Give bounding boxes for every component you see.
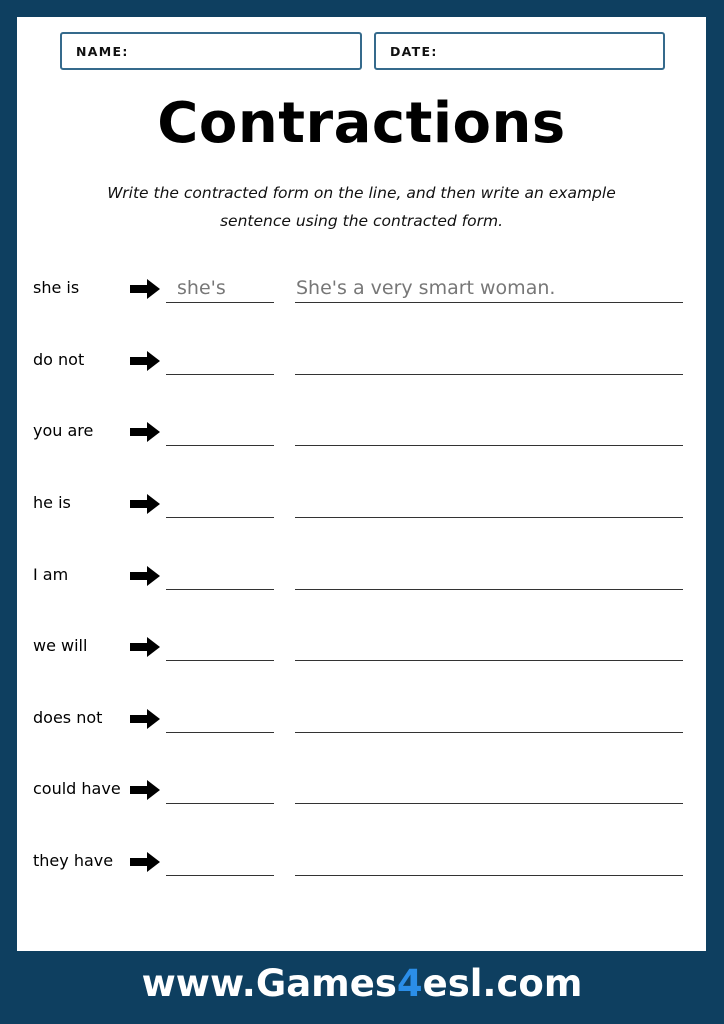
footer-url: [0, 962, 724, 1005]
worksheet-sheet: [17, 17, 706, 951]
right-arrow-icon: [130, 494, 160, 514]
right-arrow-icon: [130, 852, 160, 872]
contraction-answer-line[interactable]: [166, 517, 274, 518]
exercise-row: [17, 693, 706, 733]
instructions-line-2: sentence using the contracted form.: [219, 212, 504, 230]
exercise-row: [17, 335, 706, 375]
exercise-row: [17, 478, 706, 518]
phrase-label: do not: [33, 350, 85, 369]
contraction-answer-line[interactable]: [166, 302, 274, 303]
name-label: NAME:: [76, 44, 129, 59]
right-arrow-icon: [130, 351, 160, 371]
right-arrow-icon: [130, 566, 160, 586]
exercise-row: [17, 621, 706, 661]
instructions: [57, 179, 666, 235]
sentence-answer-line[interactable]: [295, 517, 683, 518]
phrase-label: you are: [33, 421, 94, 440]
sentence-answer-line[interactable]: [295, 803, 683, 804]
right-arrow-icon: [130, 422, 160, 442]
contraction-answer-line[interactable]: [166, 589, 274, 590]
phrase-label: she is: [33, 278, 80, 297]
phrase-label: could have: [33, 779, 121, 798]
phrase-label: I am: [33, 565, 69, 584]
contraction-answer-line[interactable]: [166, 445, 274, 446]
exercise-row: [17, 263, 706, 303]
footer-url-accent: 4: [396, 962, 423, 1005]
right-arrow-icon: [130, 637, 160, 657]
sentence-answer-line[interactable]: [295, 445, 683, 446]
phrase-label: they have: [33, 851, 114, 870]
sentence-answer: She's a very smart woman.: [296, 277, 556, 299]
phrase-label: he is: [33, 493, 71, 512]
contraction-answer-line[interactable]: [166, 875, 274, 876]
right-arrow-icon: [130, 780, 160, 800]
contraction-answer-line[interactable]: [166, 803, 274, 804]
exercise-row: [17, 550, 706, 590]
footer-url-suffix: esl.com: [422, 962, 583, 1005]
footer-url-prefix: www.Games: [141, 962, 397, 1005]
sentence-answer-line[interactable]: [295, 302, 683, 303]
sentence-answer-line[interactable]: [295, 589, 683, 590]
exercise-row: [17, 406, 706, 446]
exercise-row: [17, 764, 706, 804]
contraction-answer: she's: [177, 277, 226, 299]
contraction-answer-line[interactable]: [166, 660, 274, 661]
sentence-answer-line[interactable]: [295, 660, 683, 661]
contraction-answer-line[interactable]: [166, 374, 274, 375]
exercise-row: [17, 836, 706, 876]
instructions-line-1: Write the contracted form on the line, and then write an example: [107, 184, 616, 202]
sentence-answer-line[interactable]: [295, 732, 683, 733]
name-field[interactable]: [60, 32, 362, 70]
sentence-answer-line[interactable]: [295, 374, 683, 375]
contraction-answer-line[interactable]: [166, 732, 274, 733]
date-label: DATE:: [390, 44, 438, 59]
right-arrow-icon: [130, 709, 160, 729]
phrase-label: we will: [33, 636, 88, 655]
date-field[interactable]: [374, 32, 665, 70]
phrase-label: does not: [33, 708, 103, 727]
sentence-answer-line[interactable]: [295, 875, 683, 876]
page-title: Contractions: [157, 91, 566, 156]
right-arrow-icon: [130, 279, 160, 299]
